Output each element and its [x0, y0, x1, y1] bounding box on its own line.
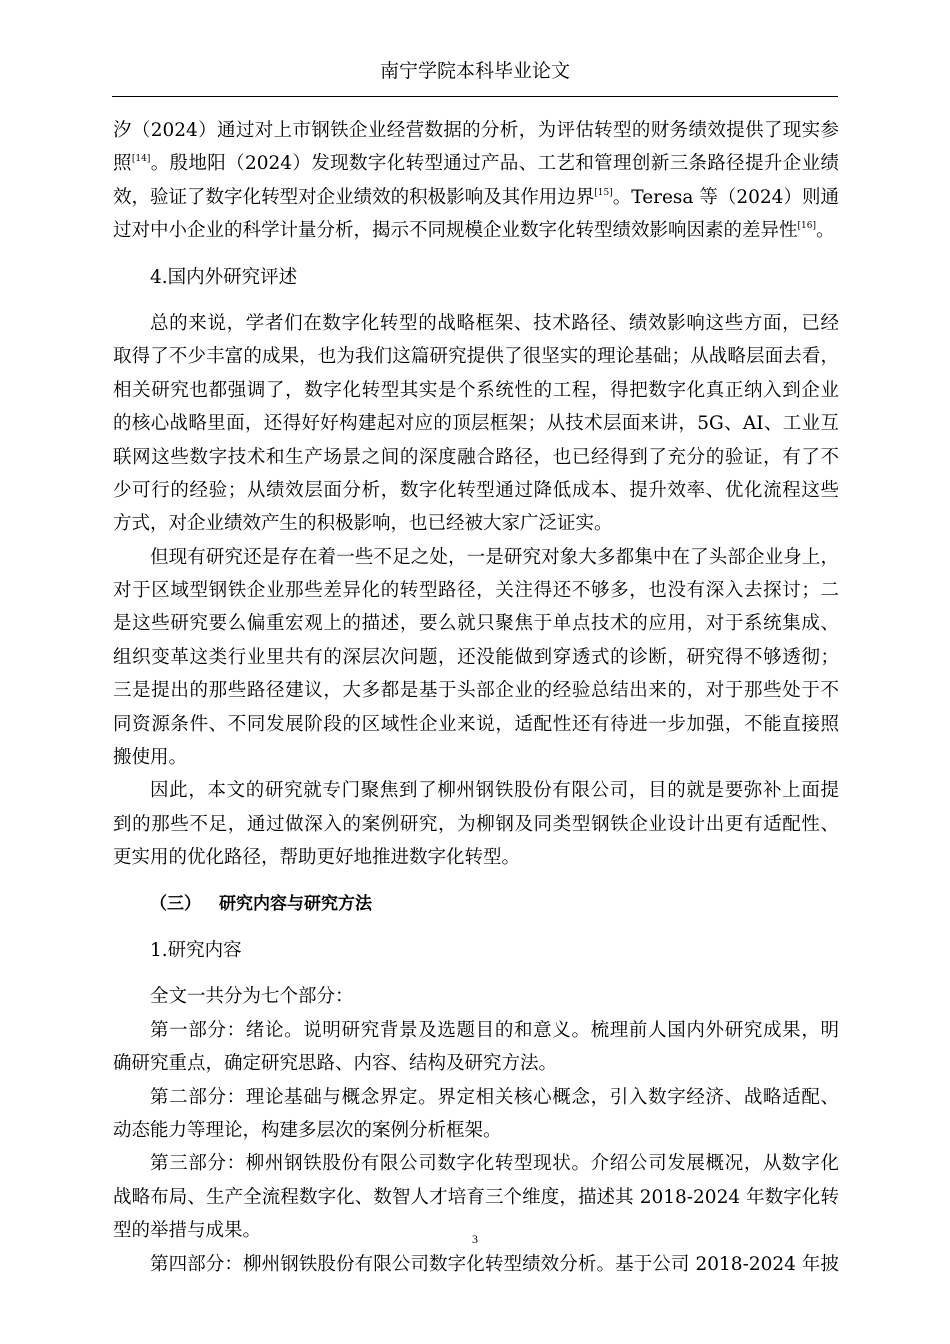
paragraph-line: 过对中小企业的科学计量分析，揭示不同规模企业数字化转型绩效影响因素的差异性[16]。: [113, 220, 835, 242]
subsection-heading: 4.国内外研究评述: [150, 266, 298, 288]
citation-ref: [16]: [797, 221, 816, 232]
section-heading: （三） 研究内容与研究方法: [150, 893, 372, 914]
page-number: 3: [472, 1232, 478, 1246]
citation-ref: [15]: [594, 187, 613, 198]
page-body: [113, 114, 839, 1281]
paragraph-line: 效，验证了数字化转型对企业绩效的积极影响及其作用边界[15]。Teresa 等（2024）则通: [113, 186, 839, 208]
paragraph-line: 但现有研究还是存在着一些不足之处，一是研究对象大多都集中在了头部企业身上，: [150, 546, 839, 568]
paragraph-line: 动态能力等理论，构建多层次的案例分析框架。: [113, 1119, 502, 1141]
paragraph-line: 联网这些数字技术和生产场景之间的深度融合路径，也已经得到了充分的验证，有了不: [113, 446, 839, 468]
paragraph-line: 第三部分：柳州钢铁股份有限公司数字化转型现状。介绍公司发展概况，从数字化: [150, 1153, 839, 1175]
paragraph-line: 总的来说，学者们在数字化转型的战略框架、技术路径、绩效影响这些方面，已经: [150, 312, 839, 334]
paragraph-line: 第一部分：绪论。说明研究背景及选题目的和意义。梳理前人国内外研究成果，明: [150, 1019, 839, 1041]
paragraph-line: 到的那些不足，通过做深入的案例研究，为柳钢及同类型钢铁企业设计出更有适配性、: [113, 813, 839, 835]
paragraph-line: 组织变革这类行业里共有的深层次问题，还没能做到穿透式的诊断，研究得不够透彻；: [113, 646, 839, 668]
paragraph-line: 对于区域型钢铁企业那些差异化的转型路径，关注得还不够多，也没有深入去探讨；二: [113, 580, 839, 602]
citation-ref: [14]: [131, 154, 151, 165]
paragraph-line: 方式，对企业绩效产生的积极影响，也已经被大家广泛证实。: [113, 513, 613, 535]
paragraph-line: 型的举措与成果。: [113, 1220, 262, 1242]
running-header: 南宁学院本科毕业论文: [379, 60, 570, 82]
subsection-heading: 1.研究内容: [150, 939, 242, 961]
paragraph-line: 照[14]。殷地阳（2024）发现数字化转型通过产品、工艺和管理创新三条路径提升企业绩: [113, 153, 839, 175]
paragraph-line: 战略布局、生产全流程数字化、数智人才培育三个维度，描述其 2018-2024 年数字化转: [113, 1186, 839, 1208]
paragraph-line: 全文一共分为七个部分：: [150, 986, 354, 1008]
header-rule: [112, 96, 838, 97]
paragraph-line: 确研究重点，确定研究思路、内容、结构及研究方法。: [113, 1053, 558, 1075]
paragraph-line: 是这些研究要么偏重宏观上的描述，要么就只聚焦于单点技术的应用，对于系统集成、: [113, 613, 839, 635]
paragraph-line: 相关研究也都强调了，数字化转型其实是个系统性的工程，得把数字化真正纳入到企业: [113, 379, 839, 401]
paragraph-line: 搬使用。: [113, 747, 188, 769]
paragraph-line: 的核心战略里面，还得好好构建起对应的顶层框架；从技术层面来讲，5G、AI、工业互: [113, 413, 839, 435]
paragraph-line: 因此，本文的研究就专门聚焦到了柳州钢铁股份有限公司，目的就是要弥补上面提: [150, 780, 839, 802]
paragraph-line: 三是提出的那些路径建议，大多都是基于头部企业的经验总结出来的，对于那些处于不: [113, 680, 839, 702]
paragraph-line: 第二部分：理论基础与概念界定。界定相关核心概念，引入数字经济、战略适配、: [150, 1086, 839, 1108]
paragraph-line: 同资源条件、不同发展阶段的区域性企业来说，适配性还有待进一步加强，不能直接照: [113, 713, 839, 735]
paragraph-line: 取得了不少丰富的成果，也为我们这篇研究提供了很坚实的理论基础；从战略层面去看，: [113, 346, 839, 368]
paragraph-line: 少可行的经验；从绩效层面分析，数字化转型通过降低成本、提升效率、优化流程这些: [113, 479, 839, 501]
paragraph-line: 汐（2024）通过对上市钢铁企业经营数据的分析，为评估转型的财务绩效提供了现实参: [113, 120, 839, 141]
paragraph-line: 更实用的优化路径，帮助更好地推进数字化转型。: [113, 847, 521, 869]
paragraph-line: 第四部分：柳州钢铁股份有限公司数字化转型绩效分析。基于公司 2018-2024 年披: [150, 1253, 839, 1275]
